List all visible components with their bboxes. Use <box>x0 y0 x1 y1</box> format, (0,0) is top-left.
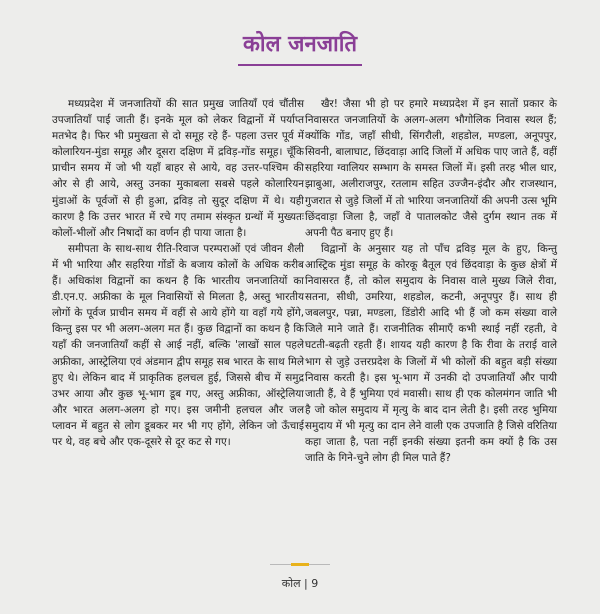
page-footer: कोल | 9 <box>281 577 319 590</box>
left-column <box>52 96 304 450</box>
title-underline <box>238 64 362 66</box>
footer-accent-bar <box>291 563 309 566</box>
paragraph: समीपता के साथ-साथ रीति-रिवाज परम्पराओं एवं जीवन शैली में भी भारिया और सहरिया गोंडों के बजाय कोलों के अधिक करीब हैं। अधिकांश विद्वानों का कथन है कि भारतीय जनजातियों का डी.एन.ए. अफ्रीका के मूल निवासियों से मिलता है, अस्तु भारतीय लोगों के पूर्वज प्राचीन समय में वहीं से आये होंगे या वहाँ गये होंगे, किन्तु इस पर भी अलग-अलग मत हैं। कुछ विद्वानों का कथन है कि यहाँ की जनजातियाँ कहीं से आई नहीं, बल्कि 'लाखों साल पहले अफ्रीका, आस्ट्रेलिया एवं अंडमान द्वीप समूह सब भारत के साथ मिले हुए थे। लेकिन बाद में प्राकृतिक हलचल हुई, जिससे बीच में समुद्र उभर आया और कुछ भू-भाग डूब गए, अस्तु अफ्रीका, ऑस्ट्रेलिया और भारत अलग-अलग हो गए। इस जमीनी हलचल और जल प्लावन में बहुत से लोग डूबकर मर भी गए होंगे, लेकिन जो ऊँचाई पर थे, वह बचे और एक-दूसरे से दूर कट से गए। <box>52 242 304 448</box>
paragraph: विद्वानों के अनुसार यह तो पाँच द्रविड़ मूल के हुए, किन्तु आस्ट्रिक मुंडा समूह के कोरकू बैतूल एवं छिंदवाड़ा के कुछ क्षेत्रों में निवासरत हैं, तो कोल समुदाय के निवास वाले मुख्य जिले रीवा, सतना, सीधी, उमरिया, शहडोल, कटनी, अनूपपुर हैं। साथ ही जबलपुर, पन्ना, मण्डला, डिंडोरी आदि भी हैं जो कम संख्या वाले जिले माने जाते हैं। राजनीतिक सीमाएँ कभी स्थाई नहीं रहती, वे घटती-बढ़ती रहती हैं। शायद यही कारण है कि रीवा के तराई वाले भाग से जुड़े उत्तरप्रदेश के जिलों में भी कोलों की बहुत बड़ी संख्या निवास करती है। इस भू-भाग में उनकी दो उपजातियाँ और पायी जाती हैं, वे हैं भुमिया एवं मवासी। साथ ही एक कोलमंगन जाति भी है जो कोल समुदाय में मृत्यु के बाद दान लेती है। इसी तरह भुमिया समुदाय में भी मृत्यु का दान लेने वाली एक उपजाति है जिसे वरितिया कहा जाता है, पता नहीं इनकी संख्या इतनी कम क्यों है कि उस जाति के गिने-चुने लोग ही मिल पाते हैं? <box>305 242 557 465</box>
page-title: कोल जनजाति <box>243 32 357 57</box>
right-column <box>305 96 557 466</box>
paragraph: मध्यप्रदेश में जनजातियों की सात प्रमुख जातियाँ एवं चौंतीस उपजातियाँ पाई जाती हैं। इनके मूल को लेकर विद्वानों में पर्याप्त मतभेद है। फिर भी प्रमुखता से दो समूह रहे हैं- पहला उत्तर पूर्व में कोलारियन-मुंडा समूह और दूसरा दक्षिण में द्रविड़-गोंड समूह। चूँकि प्राचीन समय में जो भी यहाँ बाहर से आये, वह उत्तर-पश्चिम की ओर से ही आये, अस्तु उनका मुकाबला सबसे पहले कोलारियन मुंडाओं के पूर्वजों से ही हुआ, द्रविड़ तो सुदूर दक्षिण में थे। यही कारण है कि उत्तर भारत में रचे गए तमाम संस्कृत ग्रन्थों में मुख्यतः कोलों-भीलों और निषादों का वर्णन ही पाया जाता है। <box>52 98 304 239</box>
paragraph: खैर! जैसा भी हो पर हमारे मध्यप्रदेश में इन सातों प्रकार के निवासरत जनजातियों के अलग-अलग भौगोलिक निवास स्थल हैं; क्योंकि गोंड, जहाँ सीधी, सिंगरौली, शहडोल, मण्डला, अनूपपुर, सिवनी, बालाघाट, छिंदवाड़ा आदि जिलों में अधिक पाए जाते हैं, वहीं सहरिया ग्वालियर सम्भाग के समस्त जिलों में। इसी तरह भील धार, झाबुआ, अलीराजपुर, रतलाम सहित उज्जैन-इंदौर और राजस्थान, गुजरात से जुड़े जिलों में तो भारिया जनजातियों की अपनी उत्स भूमि छिंदवाड़ा जिला है, जहाँ वे पातालकोट जैसे दुर्गम स्थान तक में अपनी पैठ बनाए हुए हैं। <box>305 98 557 239</box>
